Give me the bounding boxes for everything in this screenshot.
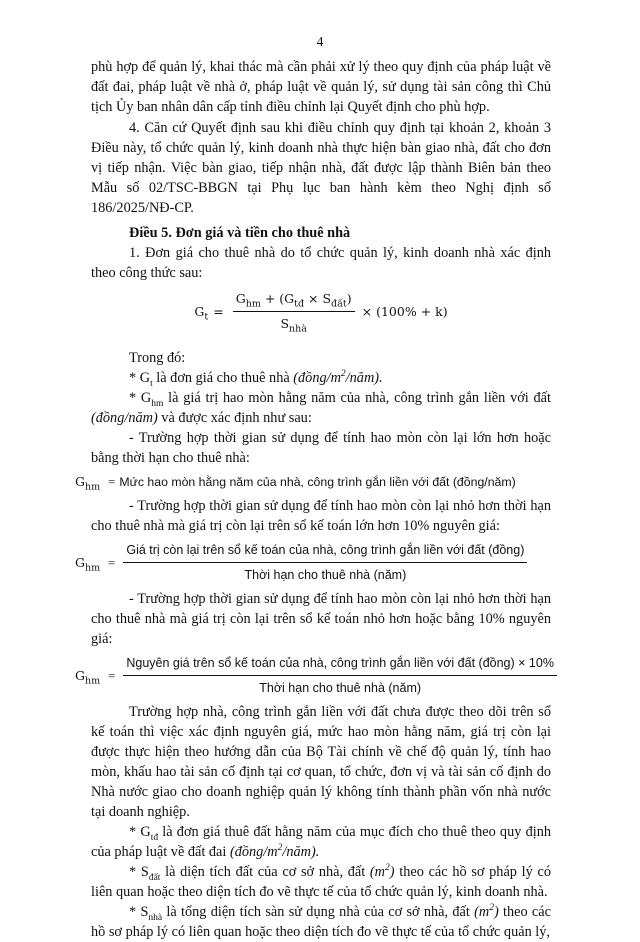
definition-snha: * $S_{nhà}$ là tổng diện tích sàn sử dụng nhà của cơ sở nhà, đất $(m^2)$ theo các hồ sơ pháp lý có liên quan hoặc theo diện tích đo vẽ thực tế của tổ chức quản lý, bbox=[91, 903, 551, 940]
definition-ghm: * $G_{hm}$ là giá trị hao mòn hằng năm của nhà, công trình gắn liền với đất (đồng/năm) và được xác định như sau: bbox=[91, 390, 551, 426]
formula-rhs: Mức hao mòn hằng năm của nhà, công trình gắn liền với đất (đồng/năm) bbox=[119, 475, 516, 489]
formula-denominator: $S_{nhà}$ bbox=[280, 316, 307, 335]
definition-sdat: * $S_{đất}$ là diện tích đất của cơ sở nhà, đất $(m^2)$ theo các hồ sơ pháp lý có liên quan hoặc theo diện tích đo vẽ thực tế của tổ chức quản lý, kinh doanh nhà. bbox=[91, 863, 551, 900]
formula-ghm-case-2 bbox=[75, 540, 551, 585]
formula-equals: = bbox=[213, 303, 224, 319]
formula-rent-unit-price bbox=[91, 289, 551, 334]
formula-fraction bbox=[233, 289, 355, 334]
formula-numerator: $G_{hm} + (G_{tđ} \times S_{đất})$ bbox=[233, 289, 355, 312]
formula-equals: = bbox=[108, 475, 116, 489]
formula-numerator: Giá trị còn lại trên sổ kế toán của nhà, công trình gắn liền với đất (đồng) bbox=[123, 540, 527, 563]
formula-denominator: Thời hạn cho thuê nhà (năm) bbox=[244, 568, 407, 582]
where-label: Trong đó: bbox=[129, 350, 186, 366]
formula-fraction bbox=[123, 653, 557, 698]
formula-lhs: $G_{hm}$ bbox=[75, 474, 101, 493]
page-number: 4 bbox=[316, 34, 324, 49]
formula-lhs: $G_t$ bbox=[194, 303, 209, 322]
formula-equals: = bbox=[108, 555, 116, 570]
formula-equals: = bbox=[108, 668, 116, 683]
formula-ghm-case-3 bbox=[75, 653, 554, 698]
formula-fraction bbox=[123, 540, 527, 585]
paragraph-untracked-assets: Trường hợp nhà, công trình gắn liền với đất chưa được theo dõi trên sổ kế toán thì việc xác định nguyên giá, mức hao mòn hằng năm, giá trị còn lại được thực hiện theo hướng dẫn của Bộ Tài chính về chế độ quản lý, tính hao mòn, khấu hao tài sản cố định tại cơ quan, tổ chức, đơn vị và tài sản cố định do Nhà nước giao cho doanh nghiệp quản lý không tính thành phần vốn nhà nước tại doanh nghiệp. bbox=[91, 704, 551, 820]
formula-lhs: $G_{hm}$ bbox=[75, 667, 101, 686]
formula-denominator: Thời hạn cho thuê nhà (năm) bbox=[259, 681, 422, 695]
paragraph-clause-1: 1. Đơn giá cho thuê nhà do tổ chức quản lý, kinh doanh nhà xác định theo công thức sau: bbox=[91, 245, 551, 281]
document-body bbox=[75, 57, 554, 942]
case-2-text: - Trường hợp thời gian sử dụng để tính hao mòn còn lại nhỏ hơn thời hạn cho thuê nhà mà giá trị còn lại trên sổ kế toán lớn hơn 10% nguyên giá: bbox=[91, 498, 551, 534]
definition-gtd: * $G_{tđ}$ là đơn giá thuê đất hằng năm của mục đích cho thuê theo quy định của pháp luật về đất đai $(đồng/m^2/năm)$. bbox=[91, 824, 551, 860]
paragraph-clause-4: 4. Căn cứ Quyết định sau khi điều chỉnh quy định tại khoản 2, khoản 3 Điều này, tổ chức quản lý, kinh doanh nhà thực hiện bàn giao nhà, đất cho đơn vị tiếp nhận. Việc bàn giao, tiếp nhận nhà, đất được lập thành Biên bản theo Mẫu số 02/TSC-BBGN tại Phụ lục ban hành kèm theo Nghị định số 186/2025/NĐ-CP. bbox=[91, 120, 551, 216]
definition-gt: * $G_t$ là đơn giá cho thuê nhà $(đồng/m^2/năm)$. bbox=[129, 369, 383, 389]
formula-numerator: Nguyên giá trên sổ kế toán của nhà, công trình gắn liền với đất (đồng) × 10% bbox=[123, 653, 557, 676]
case-3-text: - Trường hợp thời gian sử dụng để tính hao mòn còn lại nhỏ hơn thời hạn cho thuê nhà mà giá trị còn lại trên sổ kế toán nhỏ hơn hoặc bằng 10% nguyên giá: bbox=[91, 591, 551, 647]
formula-ghm-case-1 bbox=[75, 472, 551, 492]
paragraph-continuation: phù hợp để quản lý, khai thác mà cần phải xử lý theo quy định của pháp luật về đất đai, pháp luật về nhà ở, pháp luật về quản lý, sử dụng tài sản công thì Chủ tịch Ủy ban nhân dân cấp tỉnh điều chỉnh lại Quyết định cho phù hợp. bbox=[91, 59, 551, 115]
formula-tail: × (100% + k) bbox=[361, 303, 448, 319]
article-5-heading: Điều 5. Đơn giá và tiền cho thuê nhà bbox=[129, 225, 351, 241]
formula-lhs: $G_{hm}$ bbox=[75, 554, 101, 573]
case-1-text: - Trường hợp thời gian sử dụng để tính hao mòn còn lại lớn hơn hoặc bằng thời hạn cho thuê nhà: bbox=[91, 430, 551, 466]
